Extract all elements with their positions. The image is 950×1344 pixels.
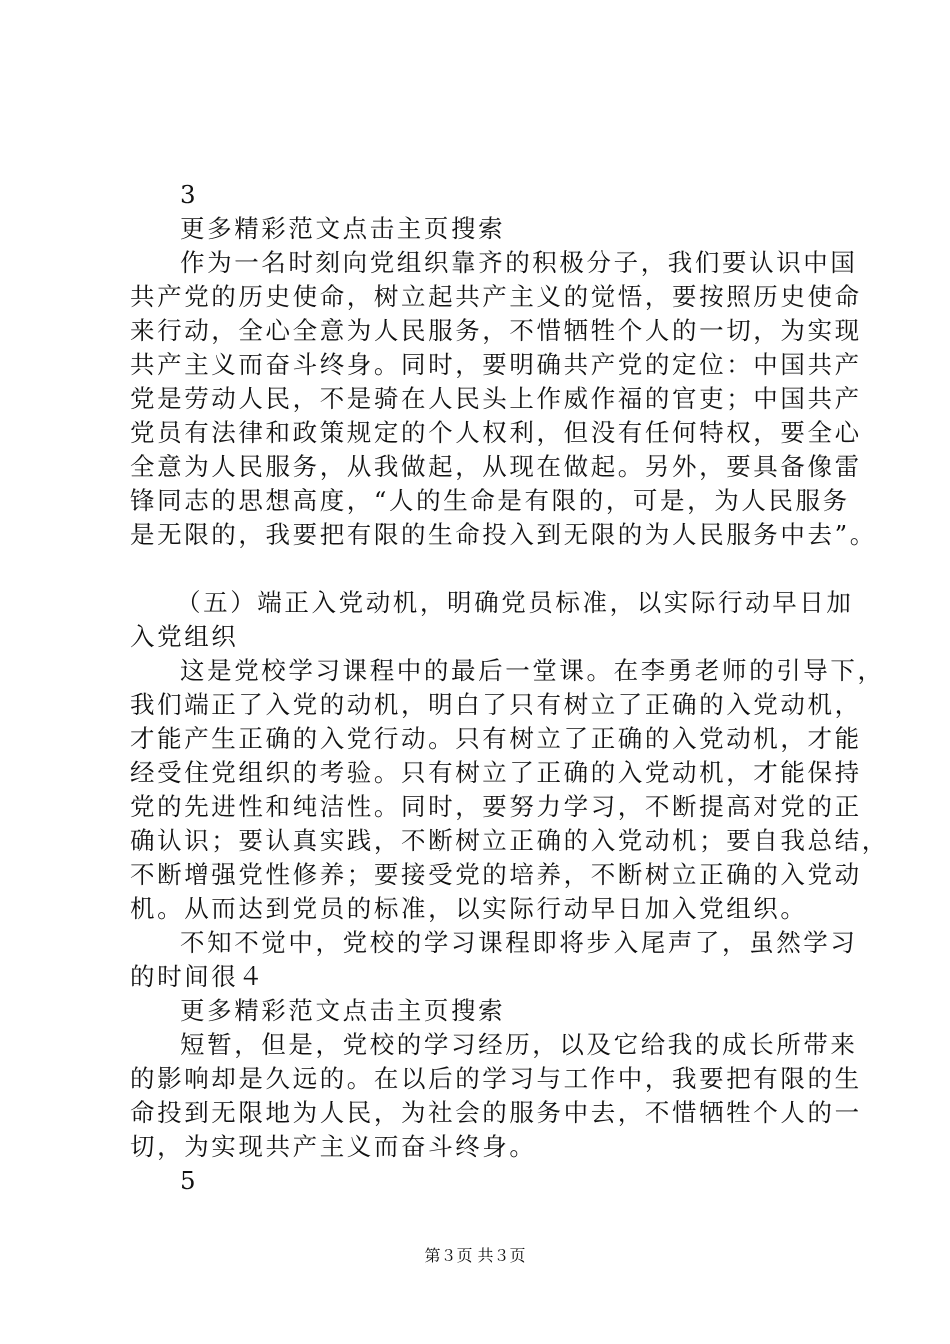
paragraph-line: 共产党的历史使命，树立起共产主义的觉悟，要按照历史使命 [130,282,862,311]
paragraph-line: 锋同志的思想高度，“人的生命是有限的，可是，为人民服务 [130,486,850,515]
page-marker: 5 [180,1166,199,1195]
blank-line [130,552,850,586]
paragraph-line: 是无限的，我要把有限的生命投入到无限的为人民服务中去”。 [130,520,877,549]
paragraph-line: 才能产生正确的入党行动。只有树立了正确的入党动机，才能 [130,724,862,753]
paragraph-party-motivation [130,654,889,926]
paragraph-line: 不知不觉中，党校的学习课程即将步入尾声了，虽然学习 [180,928,858,957]
more-essays-link[interactable]: 更多精彩范文点击主页搜索 [180,214,506,243]
paragraph-line: 短暂，但是，党校的学习经历，以及它给我的成长所带来 [180,1030,858,1059]
paragraph-closing-end [130,1028,862,1164]
heading-line: （五）端正入党动机，明确党员标准，以实际行动早日加 [176,588,854,617]
paragraph-line: 切，为实现共产主义而奋斗终身。 [130,1132,537,1161]
paragraph-line: 我们端正了入党的动机，明白了只有树立了正确的入党动机， [130,690,862,719]
paragraph-closing-start [130,926,858,994]
paragraph-line: 全意为人民服务，从我做起，从现在做起。另外，要具备像雷 [130,452,862,481]
document-body [130,178,889,1198]
paragraph-line: 经受住党组织的考验。只有树立了正确的入党动机，才能保持 [130,758,862,787]
more-essays-link[interactable]: 更多精彩范文点击主页搜索 [180,996,506,1025]
paragraph-line: 党员有法律和政策规定的个人权利，但没有任何特权，要全心 [130,418,862,447]
paragraph-line: 确认识；要认真实践，不断树立正确的入党动机；要自我总结， [130,826,889,855]
paragraph-line: 机。从而达到党员的标准，以实际行动早日加入党组织。 [130,894,808,923]
paragraph-line: 共产主义而奋斗终身。同时，要明确共产党的定位：中国共产 [130,350,862,379]
paragraph-line: 的影响却是久远的。在以后的学习与工作中，我要把有限的生 [130,1064,862,1093]
paragraph-line: 不断增强党性修养；要接受党的培养，不断树立正确的入党动 [130,860,862,889]
paragraph-line: 作为一名时刻向党组织靠齐的积极分子，我们要认识中国 [180,248,858,277]
heading-line: 入党组织 [130,622,239,651]
paragraph-party-mission [130,246,877,552]
page-footer: 第３页 共３页 [424,1246,526,1265]
section-heading [130,586,854,654]
paragraph-line: 党是劳动人民，不是骑在人民头上作威作福的官吏；中国共产 [130,384,862,413]
paragraph-line: 这是党校学习课程中的最后一堂课。在李勇老师的引导下， [180,656,885,685]
paragraph-line: 的时间很４ [130,962,266,991]
paragraph-line: 命投到无限地为人民，为社会的服务中去，不惜牺牲个人的一 [130,1098,862,1127]
paragraph-line: 来行动，全心全意为人民服务，不惜牺牲个人的一切，为实现 [130,316,862,345]
page-marker: 3 [180,180,199,209]
paragraph-line: 党的先进性和纯洁性。同时，要努力学习，不断提高对党的正 [130,792,862,821]
